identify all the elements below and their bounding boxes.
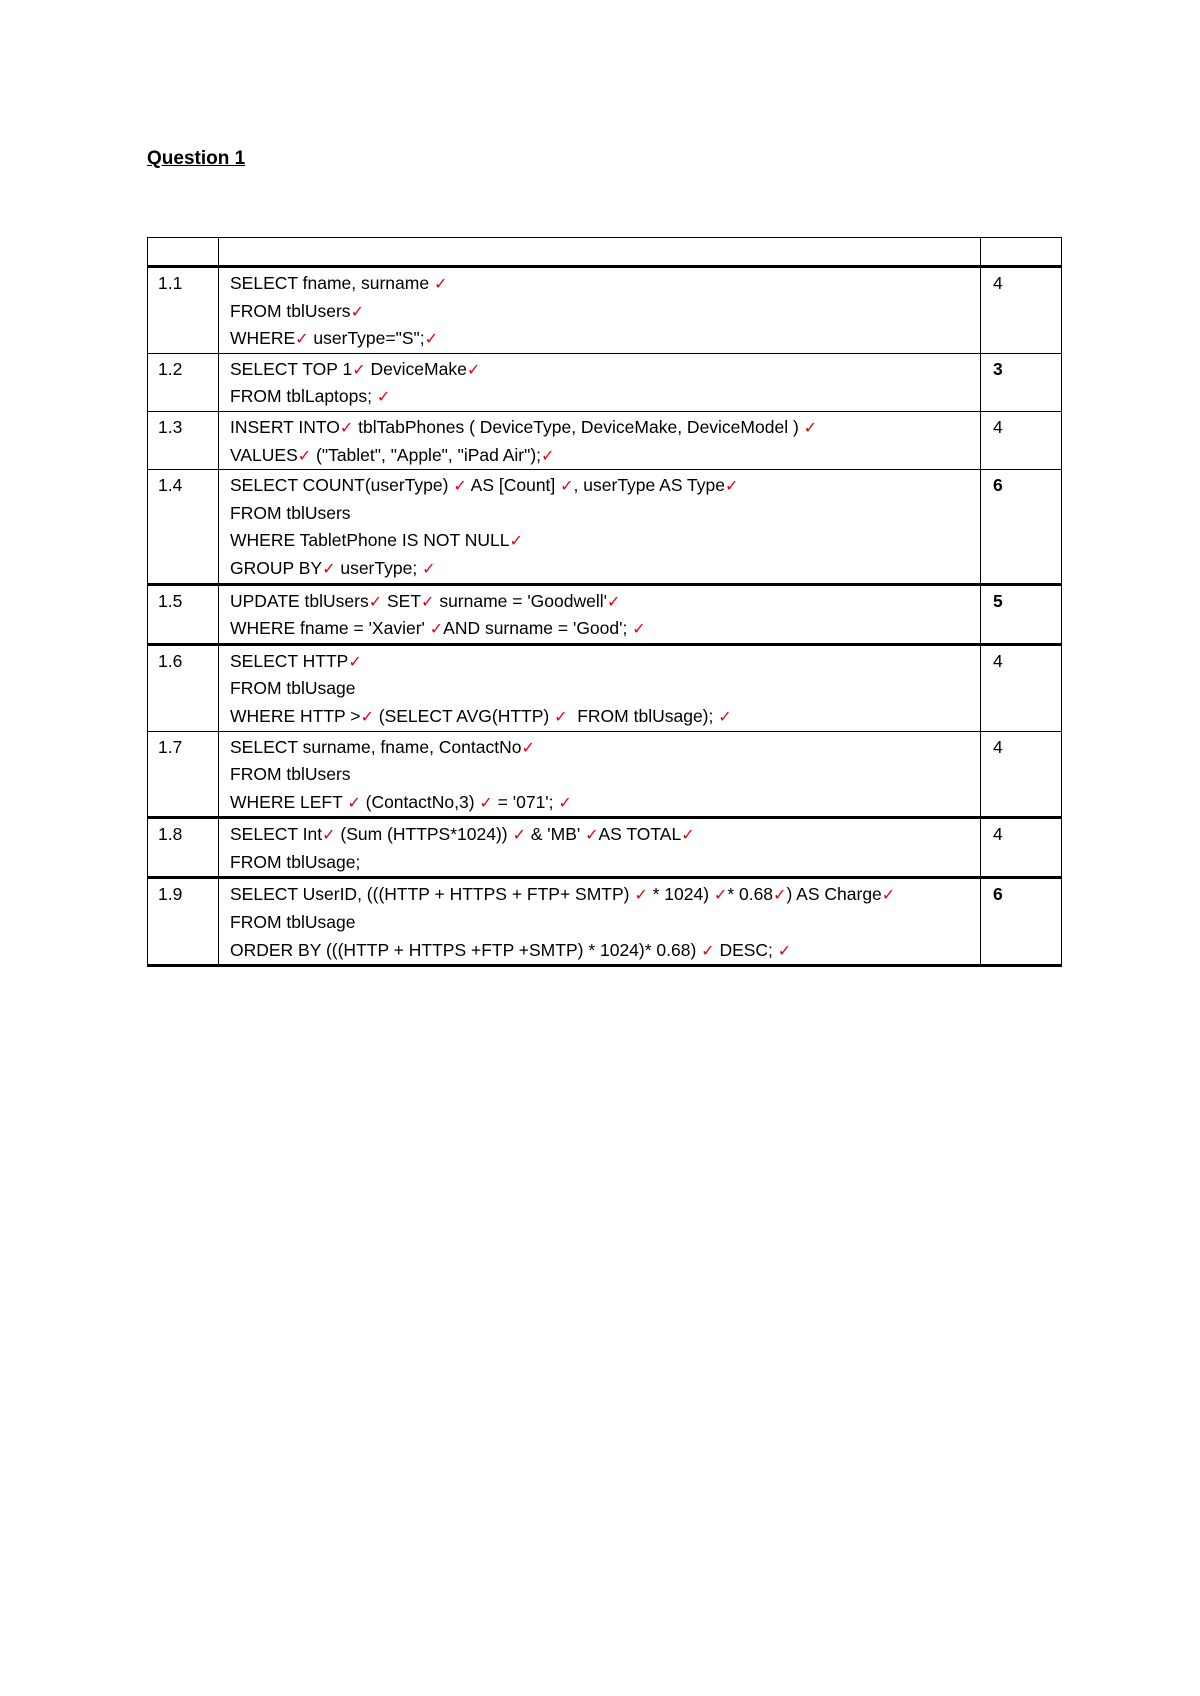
tick-mark-icon: ✓ [352,359,366,379]
sql-answer-line: SELECT COUNT(userType) ✓ AS [Count] ✓, userType AS Type✓ [230,475,739,496]
tick-mark-icon: ✓ [512,825,526,845]
tick-mark-icon: ✓ [803,417,818,437]
tick-mark-icon: ✓ [453,476,467,496]
tick-mark-icon: ✓ [347,792,361,812]
sql-answer-line: ORDER BY (((HTTP + HTTPS +FTP +SMTP) * 1024)* 0.68) ✓ DESC; ✓ [230,939,792,960]
tick-mark-icon: ✓ [339,417,354,437]
tick-mark-icon: ✓ [777,940,792,960]
tick-mark-icon: ✓ [368,591,383,611]
table-row [148,411,1062,469]
memo-table-body [148,238,1062,966]
sql-answer-line: UPDATE tblUsers✓ SET✓ surname = 'Goodwell'✓ [230,590,621,611]
tick-mark-icon: ✓ [429,619,444,639]
question-number: 1.9 [148,878,219,966]
question-number: 1.1 [148,267,219,354]
tick-mark-icon: ✓ [585,825,599,845]
tick-mark-icon: ✓ [541,445,555,465]
tick-mark-icon: ✓ [509,531,523,551]
tick-mark-icon: ✓ [466,359,481,379]
question-number: 1.6 [148,644,219,731]
sql-answer-line: WHERE✓ userType="S";✓ [230,328,438,349]
sql-answer-line: SELECT HTTP✓ [230,650,362,671]
tick-mark-icon: ✓ [554,706,568,726]
answer-cell [219,878,981,966]
tick-mark-icon: ✓ [713,885,728,905]
sql-answer-line: FROM tblUsage [230,678,356,699]
tick-mark-icon: ✓ [606,591,621,611]
tick-mark-icon: ✓ [560,476,574,496]
question-number: 1.5 [148,584,219,644]
sql-answer-line: WHERE LEFT ✓ (ContactNo,3) ✓ = '071'; ✓ [230,791,572,812]
table-row [148,353,1062,411]
marks-cell: 4 [981,731,1062,818]
tick-mark-icon: ✓ [773,885,787,905]
sql-answer-line: FROM tblUsers [230,764,351,785]
sql-answer-line: WHERE HTTP >✓ (SELECT AVG(HTTP) ✓ FROM tblUsage); ✓ [230,705,732,726]
header-marks-cell [981,238,1062,267]
table-row [148,731,1062,818]
tick-mark-icon: ✓ [350,301,364,321]
sql-answer-line: FROM tblLaptops; ✓ [230,386,391,407]
marks-cell: 4 [981,411,1062,469]
tick-mark-icon: ✓ [360,706,374,726]
sql-answer-line: FROM tblUsage; [230,851,361,872]
tick-mark-icon: ✓ [632,619,646,639]
answer-cell [219,818,981,878]
sql-answer-line: INSERT INTO✓ tblTabPhones ( DeviceType, DeviceMake, DeviceModel ) ✓ [230,416,818,437]
table-row [148,644,1062,731]
answer-cell [219,644,981,731]
sql-answer-line: SELECT surname, fname, ContactNo✓ [230,736,535,757]
marks-cell: 4 [981,267,1062,354]
answer-cell [219,731,981,818]
sql-answer-line: FROM tblUsers✓ [230,300,364,321]
tick-mark-icon: ✓ [295,329,309,349]
answer-cell [219,584,981,644]
sql-answer-line: GROUP BY✓ userType; ✓ [230,557,436,578]
answer-cell [219,353,981,411]
question-number: 1.2 [148,353,219,411]
tick-mark-icon: ✓ [724,476,739,496]
table-header-row [148,238,1062,267]
sql-answer-line: SELECT TOP 1✓ DeviceMake✓ [230,358,481,379]
marks-cell: 6 [981,878,1062,966]
sql-answer-line: WHERE TabletPhone IS NOT NULL✓ [230,530,523,551]
tick-mark-icon: ✓ [424,329,438,349]
tick-mark-icon: ✓ [634,885,648,905]
sql-answer-line: FROM tblUsage [230,912,356,933]
marks-cell: 4 [981,644,1062,731]
answer-cell [219,267,981,354]
question-number: 1.8 [148,818,219,878]
tick-mark-icon: ✓ [422,558,436,578]
header-number-cell [148,238,219,267]
tick-mark-icon: ✓ [558,792,572,812]
tick-mark-icon: ✓ [433,274,448,293]
memo-table [147,237,1062,967]
tick-mark-icon: ✓ [421,591,435,611]
tick-mark-icon: ✓ [881,885,896,905]
answer-cell [219,470,981,584]
sql-answer-line: FROM tblUsers [230,502,351,523]
table-row [148,818,1062,878]
table-row [148,878,1062,966]
tick-mark-icon: ✓ [322,825,336,845]
marks-cell: 6 [981,470,1062,584]
question-number: 1.4 [148,470,219,584]
tick-mark-icon: ✓ [701,940,715,960]
table-row [148,584,1062,644]
sql-answer-line: WHERE fname = 'Xavier' ✓AND surname = 'Good'; ✓ [230,618,646,639]
page-title: Question 1 [147,148,246,169]
sql-answer-line: SELECT Int✓ (Sum (HTTPS*1024)) ✓ & 'MB' ✓AS TOTAL✓ [230,824,695,845]
tick-mark-icon: ✓ [297,445,312,465]
marks-cell: 3 [981,353,1062,411]
tick-mark-icon: ✓ [718,706,732,726]
table-row [148,267,1062,354]
header-answer-cell [219,238,981,267]
answer-cell [219,411,981,469]
marks-cell: 4 [981,818,1062,878]
tick-mark-icon: ✓ [322,558,336,578]
tick-mark-icon: ✓ [521,737,535,757]
sql-answer-line: SELECT UserID, (((HTTP + HTTPS + FTP+ SMTP) ✓ * 1024) ✓* 0.68✓) AS Charge✓ [230,884,896,905]
question-number: 1.7 [148,731,219,818]
tick-mark-icon: ✓ [681,825,695,845]
marks-cell: 5 [981,584,1062,644]
table-row [148,470,1062,584]
sql-answer-line: VALUES✓ ("Tablet", "Apple", "iPad Air");✓ [230,444,555,465]
tick-mark-icon: ✓ [479,792,493,812]
sql-answer-line: SELECT fname, surname ✓ [230,273,448,293]
question-number: 1.3 [148,411,219,469]
tick-mark-icon: ✓ [376,387,391,407]
tick-mark-icon: ✓ [348,651,362,671]
